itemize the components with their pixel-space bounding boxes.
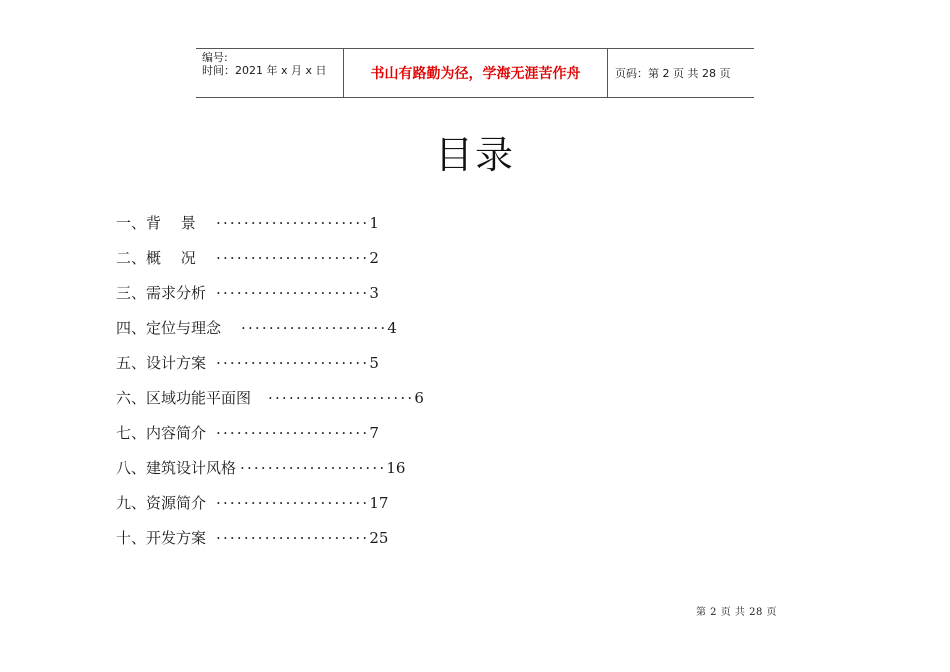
toc-entry-leader: ····················· xyxy=(240,459,387,477)
toc-entry[interactable] xyxy=(116,245,379,271)
toc-entry-leader: ····················· xyxy=(241,319,388,337)
toc-entry[interactable] xyxy=(116,490,388,516)
toc-entry[interactable] xyxy=(116,420,379,446)
header-motto: 书山有路勤为径，学海无涯苦作舟 xyxy=(370,66,581,82)
header-time-label: 时间：2021 年 x 月 x 日 xyxy=(202,64,327,77)
header-page-code-text: 页码：第 2 页 共 28 页 xyxy=(615,67,731,80)
toc-entry-label: 一、背 景 xyxy=(116,214,196,232)
page-footer: 第 2 页 共 28 页 xyxy=(696,607,777,618)
toc-entry-page: 6 xyxy=(414,389,424,407)
toc-entry[interactable] xyxy=(116,210,379,236)
toc-entry-page: 16 xyxy=(386,459,406,477)
toc-entry-label: 八、建筑设计风格 xyxy=(116,459,237,477)
toc-entry-label: 九、资源简介 xyxy=(116,494,207,512)
page-header xyxy=(196,48,754,98)
toc-entry[interactable] xyxy=(116,385,424,411)
toc-entry[interactable] xyxy=(116,350,379,376)
toc-entry[interactable] xyxy=(116,280,379,306)
header-motto-cell xyxy=(344,49,608,97)
toc-entry-page: 7 xyxy=(369,424,379,442)
toc-entry-label: 三、需求分析 xyxy=(116,284,207,302)
toc-entry-leader: ······················ xyxy=(216,284,370,302)
toc-entry-label: 六、区域功能平面图 xyxy=(116,389,252,407)
toc-entry-leader: ······················ xyxy=(216,214,370,232)
toc-entry-leader: ······················ xyxy=(216,424,370,442)
header-meta xyxy=(196,49,344,97)
toc-entry[interactable] xyxy=(116,455,405,481)
header-number-label: 编号: xyxy=(202,51,228,64)
toc-entry-page: 25 xyxy=(369,529,389,547)
toc-entry-page: 3 xyxy=(369,284,379,302)
toc-entry-label: 十、开发方案 xyxy=(116,529,207,547)
toc-entry-page: 17 xyxy=(369,494,389,512)
toc-entry[interactable] xyxy=(116,315,397,341)
header-page-code xyxy=(608,49,754,97)
toc-entry-page: 4 xyxy=(387,319,397,337)
page-title: 目录 xyxy=(434,133,515,177)
toc-entry[interactable] xyxy=(116,525,388,551)
toc-entry-leader: ······················ xyxy=(216,529,370,547)
toc-entry-leader: ······················ xyxy=(216,354,370,372)
toc-entry-page: 5 xyxy=(369,354,379,372)
toc-entry-label: 四、定位与理念 xyxy=(116,319,222,337)
toc-entry-leader: ····················· xyxy=(268,389,415,407)
toc-entry-leader: ······················ xyxy=(216,494,370,512)
toc-entry-label: 二、概 况 xyxy=(116,249,196,267)
toc-entry-leader: ······················ xyxy=(216,249,370,267)
toc-entry-label: 五、设计方案 xyxy=(116,354,207,372)
toc-entry-label: 七、内容简介 xyxy=(116,424,207,442)
toc-entry-page: 2 xyxy=(369,249,379,267)
toc-entry-page: 1 xyxy=(369,214,379,232)
